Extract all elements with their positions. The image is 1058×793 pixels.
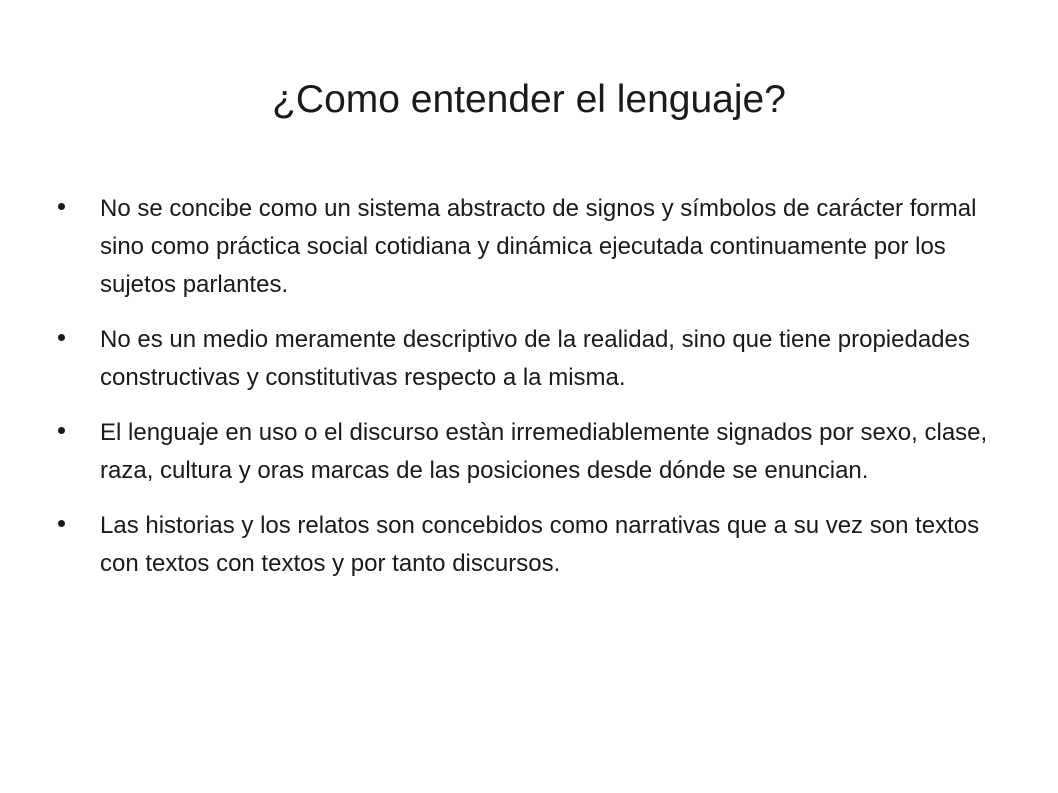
bullet-text: Las historias y los relatos son concebidos como narrativas que a su vez son textos con textos con textos y por tanto discursos. — [100, 512, 980, 577]
bullet-dot-icon — [58, 203, 65, 210]
bullet-item — [58, 414, 1008, 490]
bullet-item — [58, 507, 1008, 583]
bullet-item — [58, 321, 1008, 397]
bullet-text: El lenguaje en uso o el discurso estàn irremediablemente signados por sexo, clase, raza, cultura y oras marcas de las posiciones desde dónde se enuncian. — [100, 419, 988, 484]
bullet-text: No es un medio meramente descriptivo de la realidad, sino que tiene propiedades constructivas y constitutivas respecto a la misma. — [100, 326, 970, 391]
slide-title: ¿Como entender el lenguaje? — [272, 78, 786, 121]
bullet-dot-icon — [58, 334, 65, 341]
bullet-list — [58, 190, 1008, 600]
bullet-text: No se concibe como un sistema abstracto de signos y símbolos de carácter formal sino como práctica social cotidiana y dinámica ejecutada continuamente por los sujetos parlantes. — [100, 195, 977, 298]
bullet-dot-icon — [58, 427, 65, 434]
bullet-dot-icon — [58, 520, 65, 527]
bullet-item — [58, 190, 1008, 304]
